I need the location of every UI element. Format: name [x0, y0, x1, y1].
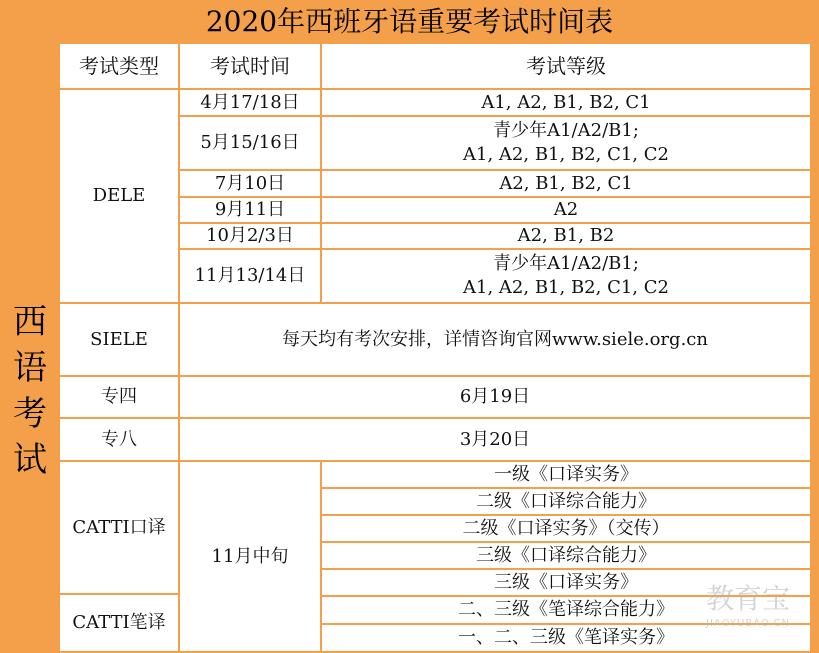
side-banner [0, 44, 60, 653]
dele-level-1: A1, A2, B1, B2, C1 [322, 90, 812, 117]
dele-level-2 [322, 117, 812, 171]
dele-level-6 [322, 250, 812, 304]
exam-schedule-table [60, 44, 812, 653]
page-title: 2020年西班牙语重要考试时间表 [0, 0, 819, 44]
dele-level-3: A2, B1, B2, C1 [322, 171, 812, 198]
catti-written-type-cell: CATTI笔译 [60, 595, 180, 653]
dele-level-4: A2 [322, 198, 812, 224]
watermark-url: JIAOYUBAO.CN [706, 618, 790, 629]
zhuanba-date-cell: 3月20日 [180, 419, 812, 462]
catti-level-3: 二级《口译实务》（交传） [322, 516, 812, 543]
watermark-text: 教育宝 [705, 582, 790, 615]
catti-level-5: 三级《口译实务》 [322, 570, 812, 597]
dele-level-2-line1: 青少年A1/A2/B1; [493, 120, 639, 141]
dele-date-1: 4月17/18日 [180, 90, 322, 117]
header-exam-time: 考试时间 [180, 44, 322, 90]
catti-level-1: 一级《口译实务》 [322, 462, 812, 489]
right-border-strip [812, 44, 819, 653]
dele-level-5: A2, B1, B2 [322, 224, 812, 250]
dele-type-cell: DELE [60, 90, 180, 304]
side-label: 西语考试 [13, 302, 47, 480]
dele-level-6-line1: 青少年A1/A2/B1; [493, 253, 639, 274]
dele-date-3: 7月10日 [180, 171, 322, 198]
catti-oral-type-cell: CATTI口译 [60, 462, 180, 595]
catti-level-7: 一、二、三级《笔译实务》 [322, 625, 812, 653]
dele-date-6: 11月13/14日 [180, 250, 322, 304]
catti-level-6: 二、三级《笔译综合能力》 [322, 597, 812, 625]
dele-date-2: 5月15/16日 [180, 117, 322, 171]
dele-level-6-line2: A1, A2, B1, B2, C1, C2 [463, 277, 669, 298]
dele-date-5: 10月2/3日 [180, 224, 322, 250]
zhuansi-type-cell: 专四 [60, 377, 180, 419]
catti-level-4: 三级《口译综合能力》 [322, 543, 812, 570]
dele-date-4: 9月11日 [180, 198, 322, 224]
header-exam-type: 考试类型 [60, 44, 180, 90]
watermark-logo [688, 582, 808, 642]
siele-type-cell: SIELE [60, 304, 180, 377]
siele-info-cell: 每天均有考次安排，详情咨询官网www.siele.org.cn [180, 304, 812, 377]
catti-level-2: 二级《口译综合能力》 [322, 489, 812, 516]
dele-level-2-line2: A1, A2, B1, B2, C1, C2 [463, 144, 669, 165]
zhuansi-date-cell: 6月19日 [180, 377, 812, 419]
header-exam-level: 考试等级 [322, 44, 812, 90]
catti-date-cell: 11月中旬 [180, 462, 322, 653]
zhuanba-type-cell: 专八 [60, 419, 180, 462]
